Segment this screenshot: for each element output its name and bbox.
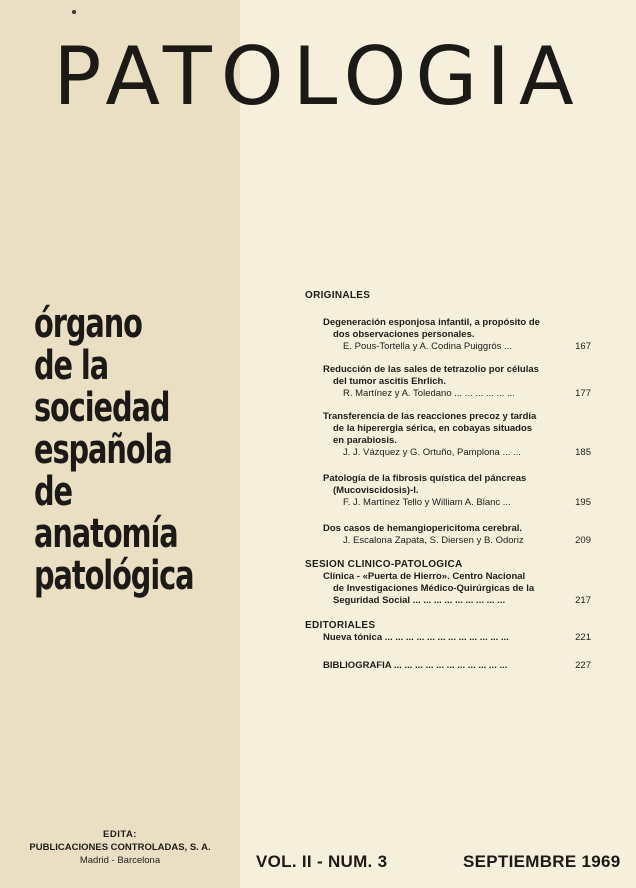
entry-authors: E. Pous-Tortella y A. Codina Puiggrós ... <box>343 341 512 352</box>
publisher-city: Madrid - Barcelona <box>79 855 161 866</box>
bibliografia-entry <box>323 660 591 672</box>
journal-masthead: PATOLOGIA <box>53 30 583 123</box>
society-statement <box>34 303 234 597</box>
society-line: anatomía <box>34 511 178 557</box>
publisher-name: PUBLICACIONES CONTROLADAS, S. A. <box>29 842 211 853</box>
entry-title: Patología de la fibrosis quística del páncreas (Mucoviscidosis)-I. <box>323 473 527 496</box>
table-of-contents <box>305 290 591 672</box>
section-heading-sesion: SESION CLINICO-PATOLOGICA <box>305 559 463 570</box>
society-line: órgano <box>34 301 142 347</box>
print-speck <box>72 10 76 14</box>
entry-page-number: 167 <box>575 341 591 352</box>
entry-authors: J. J. Vázquez y G. Ortuño, Pamplona ... ... <box>343 447 521 458</box>
toc-entry <box>323 411 591 459</box>
section-heading-originales: ORIGINALES <box>305 290 371 301</box>
entry-title: Transferencia de las reacciones precoz y tardía de la hiperergia sérica, en cobayas situados en parabiosis. <box>323 411 537 446</box>
publisher-label: EDITA: <box>103 829 137 840</box>
toc-entry <box>323 473 591 509</box>
entry-title: Degeneración esponjosa infantil, a propósito de dos observaciones personales. <box>323 317 540 340</box>
sesion-leader-row: Seguridad Social ... ... ... ... ... ... ... ... ... 217 <box>333 595 591 606</box>
toc-entry <box>323 317 591 353</box>
volume-number: VOL. II - NUM. 3 <box>256 852 388 871</box>
entry-authors-row <box>323 497 591 509</box>
society-line: de la <box>34 343 109 389</box>
entry-page-number: 227 <box>575 660 591 671</box>
entry-authors-row <box>323 388 591 400</box>
entry-authors: J. Escalona Zapata, S. Diersen y B. Odoriz <box>343 535 524 546</box>
sesion-entry: Clínica - «Puerta de Hierro». Centro Nacional de Investigaciones Médico-Quirúrgicas de la Seguridad Social ... ... ... ... ... ... ... ... ... 217 <box>323 571 591 606</box>
entry-authors: F. J. Martínez Tello y William A. Blanc ... <box>343 497 511 508</box>
entry-authors: R. Martínez y A. Toledano ... ... ... ... ... ... <box>343 388 515 399</box>
entry-authors-row <box>323 341 591 353</box>
entry-page-number: 185 <box>575 447 591 458</box>
entry-title: Dos casos de hemangiopericitoma cerebral. <box>323 523 523 534</box>
entry-page-number: 217 <box>575 595 591 606</box>
entry-title: Reducción de las sales de tetrazolio por células del tumor ascitis Ehrlich. <box>323 364 539 387</box>
toc-entry <box>323 523 591 547</box>
entry-page-number: 209 <box>575 535 591 546</box>
section-heading-editoriales: EDITORIALES <box>305 620 376 631</box>
society-line: de <box>34 469 72 515</box>
entry-page-number: 177 <box>575 388 591 399</box>
society-line: española <box>34 427 172 473</box>
society-line: sociedad <box>34 385 170 431</box>
entry-page-number: 195 <box>575 497 591 508</box>
toc-entry <box>323 364 591 400</box>
bibliografia-leader-row: BIBLIOGRAFIA ... ... ... ... ... ... ... ... ... ... ... 227 <box>323 660 591 671</box>
entry-page-number: 221 <box>575 632 591 643</box>
editoriales-leader-row: Nueva tónica ... ... ... ... ... ... ... ... ... ... ... ... 221 <box>323 632 591 643</box>
publisher-block <box>0 828 240 867</box>
issue-date: SEPTIEMBRE 1969 <box>463 852 621 871</box>
society-line: patológica <box>34 553 194 599</box>
editoriales-entry <box>323 632 591 644</box>
entry-authors-row <box>323 535 591 547</box>
entry-authors-row <box>323 447 591 459</box>
